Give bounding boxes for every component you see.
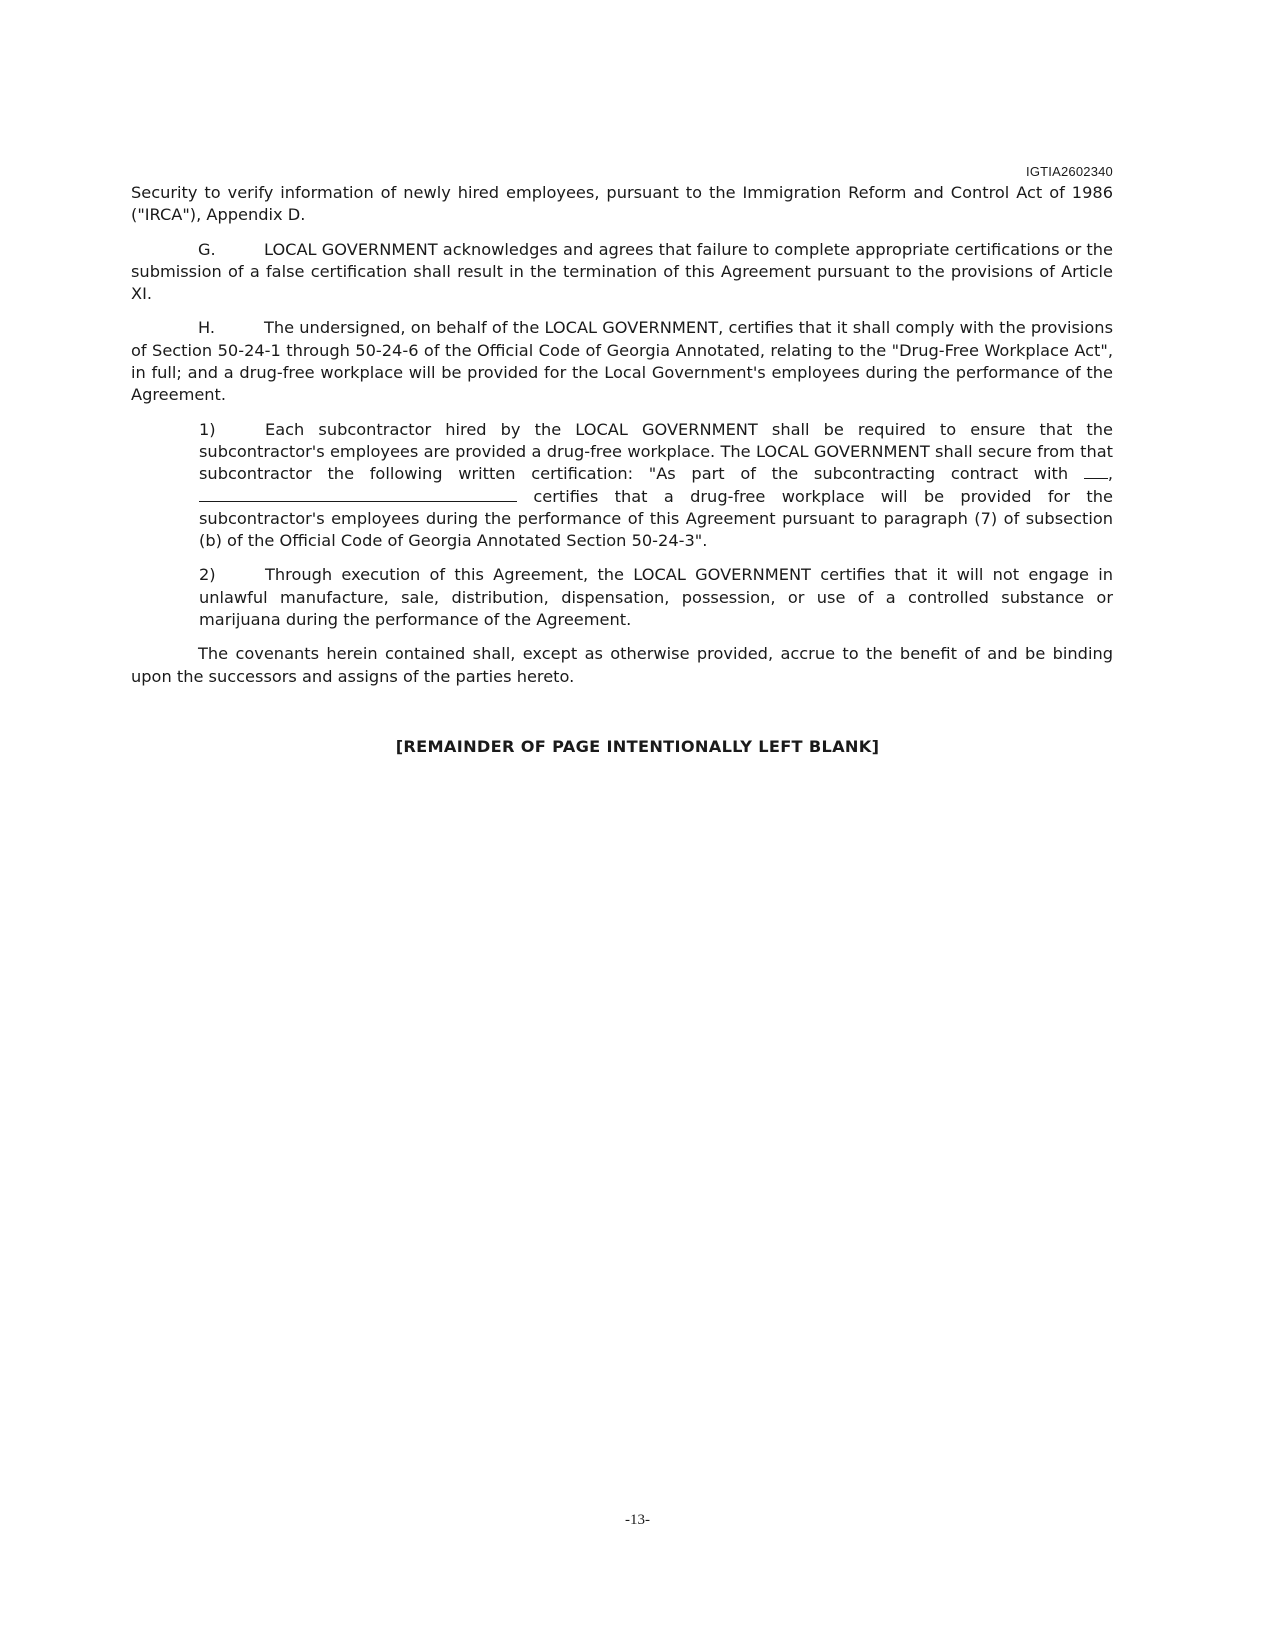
sub-item-1-text-a: Each subcontractor hired by the LOCAL GOVERNMENT shall be required to ensure that the subcontractor's employees are provided a drug-free workplace. The LOCAL GOVERNMENT shall secure from that subcontractor the following written certification: "As part of the subcontracting contract with: [199, 419, 1113, 484]
blank-page-banner: [REMAINDER OF PAGE INTENTIONALLY LEFT BLANK]: [395, 737, 880, 756]
blank-line-short: [1084, 464, 1108, 479]
intro-paragraph: Security to verify information of newly hired employees, pursuant to the Immigration Reform and Control Act of 1986 ("IRCA"), Appendix D.: [131, 183, 1113, 225]
sub-item-2: [199, 564, 1113, 631]
paragraph-g-text: LOCAL GOVERNMENT acknowledges and agrees that failure to complete appropriate certifications or the submission of a false certification shall result in the termination of this Agreement pursuant to the provisions of Article XI.: [131, 239, 1113, 304]
paragraph-h: [131, 317, 1113, 406]
page-number: -13-: [625, 1512, 650, 1528]
sub-item-1-marker: 1): [199, 419, 216, 439]
sub-item-1: [199, 419, 1113, 553]
paragraph-h-text: The undersigned, on behalf of the LOCAL GOVERNMENT, certifies that it shall comply with the provisions of Section 50-24-1 through 50-24-6 of the Official Code of Georgia Annotated, relating to the "Drug-Free Workplace Act", in full; and a drug-free workplace will be provided for the Local Government's employees during the performance of the Agreement.: [131, 318, 1113, 405]
sub-item-1-text-c: certifies that a drug-free workplace will be provided for the subcontractor's employees during the performance of this Agreement pursuant to paragraph (7) of subsection (b) of the Official Code of Georgia Annotated Section 50-24-3".: [199, 486, 1113, 551]
blank-line-long: [199, 487, 517, 502]
sub-item-2-text: Through execution of this Agreement, the LOCAL GOVERNMENT certifies that it will not engage in unlawful manufacture, sale, distribution, dispensation, possession, or use of a controlled substance or marijuana during the performance of the Agreement.: [199, 565, 1113, 630]
paragraph-g-marker: G.: [198, 239, 216, 259]
paragraph-g: [131, 239, 1113, 306]
closing-paragraph: The covenants herein contained shall, except as otherwise provided, accrue to the benefit of and be binding upon the successors and assigns of the parties hereto.: [131, 644, 1113, 686]
sub-item-2-marker: 2): [199, 565, 216, 585]
document-id: IGTIA2602340: [1026, 164, 1113, 179]
document-body: [131, 182, 1113, 700]
paragraph-h-marker: H.: [198, 318, 216, 338]
sub-item-1-text-b: ,: [1107, 464, 1113, 484]
